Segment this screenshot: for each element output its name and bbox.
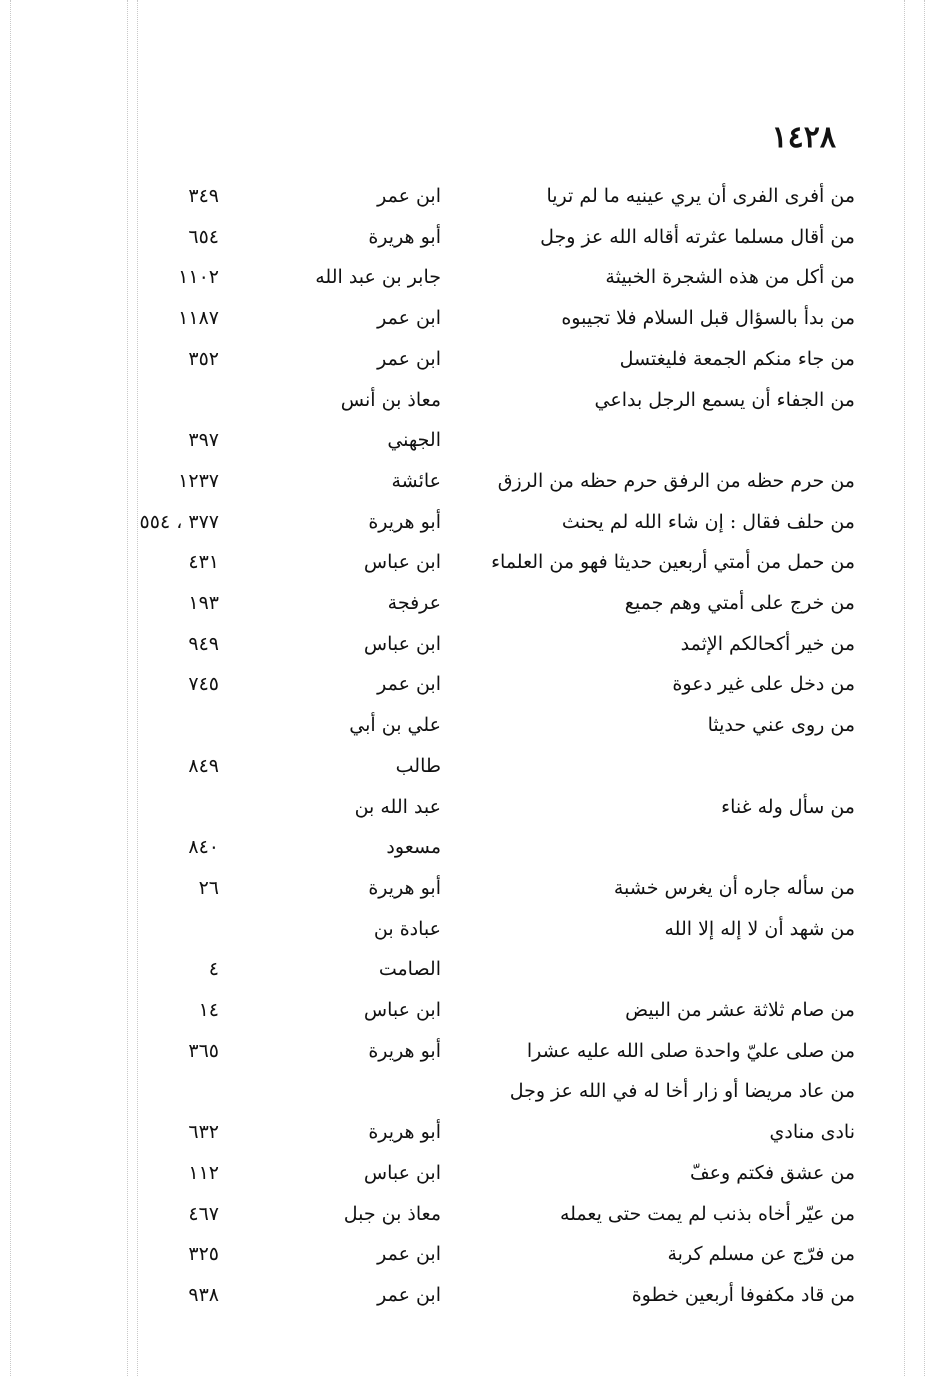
narrator-name: طالب (395, 754, 441, 777)
reference-number: ٤٦٧ (188, 1202, 219, 1225)
narrator-name: أبو هريرة (368, 1039, 441, 1062)
reference-number: ٣٢٥ (188, 1243, 219, 1266)
narrator-name: ابن عمر (377, 185, 441, 207)
index-row (0, 298, 941, 338)
reference-number: ٣٦٥ (188, 1039, 219, 1062)
index-row (0, 502, 941, 542)
narrator-name: ابن عمر (377, 1283, 441, 1306)
hadith-text: من الجفاء أن يسمع الرجل بداعي (594, 388, 855, 411)
reference-number: ٢٦ (198, 876, 219, 899)
index-row (0, 1031, 941, 1071)
index-row (0, 909, 941, 949)
reference-number: ٣٥٢ (188, 347, 219, 370)
narrator-name: ابن عمر (377, 1243, 441, 1266)
reference-number: ١٢٣٧ (178, 469, 219, 492)
narrator-name: أبو هريرة (368, 225, 441, 248)
index-row (0, 1071, 941, 1111)
page-number: ١٤٢٨ (771, 120, 836, 155)
narrator-name: الصامت (378, 958, 441, 981)
hadith-text: من عاد مريضا أو زار أخا له في الله عز وجل (509, 1080, 855, 1103)
narrator-name: جابر بن عبد الله (315, 266, 441, 289)
index-row (0, 380, 941, 420)
index-row (0, 176, 941, 216)
index-row (0, 257, 941, 297)
hadith-text: من قاد مكفوفا أربعين خطوة (631, 1283, 855, 1306)
hadith-text: من خرج على أمتي وهم جميع (624, 592, 855, 614)
index-row (0, 746, 941, 786)
narrator-name: عبادة بن (373, 917, 441, 940)
index-row (0, 949, 941, 989)
reference-number: ٤٣١ (188, 551, 219, 574)
hadith-text: نادى منادي (769, 1121, 855, 1144)
reference-number: ٩٤٩ (188, 632, 219, 655)
hadith-text: من روى عني حديثا (707, 714, 855, 737)
narrator-name: أبو هريرة (368, 510, 441, 533)
narrator-name: عبد الله بن (354, 795, 441, 818)
hadith-text: من خير أكحالكم الإثمد (680, 632, 855, 655)
hadith-text: من أكل من هذه الشجرة الخبيثة (605, 266, 855, 289)
hadith-text: من جاء منكم الجمعة فليغتسل (619, 347, 855, 370)
hadith-text: من عيّر أخاه بذنب لم يمت حتى يعمله (559, 1202, 855, 1225)
index-row (0, 461, 941, 501)
narrator-name: ابن عمر (377, 347, 441, 370)
hadith-text: من أقال مسلما عثرته أقاله الله عز وجل (540, 225, 855, 248)
reference-number: ٤ (208, 958, 219, 981)
hadith-text: من سأله جاره أن يغرس خشبة (613, 876, 855, 899)
reference-number: ٨٤٩ (188, 754, 219, 777)
index-row (0, 1234, 941, 1274)
index-row (0, 1275, 941, 1315)
narrator-name: علي بن أبي (349, 714, 441, 737)
index-row (0, 1112, 941, 1152)
reference-number: ١١٠٢ (178, 266, 219, 289)
reference-number: ١٤ (198, 999, 219, 1021)
reference-number: ٩٣٨ (188, 1283, 219, 1306)
hadith-text: من شهد أن لا إله إلا الله (664, 917, 855, 940)
index-row (0, 1194, 941, 1234)
narrator-name: ابن عباس (363, 632, 441, 655)
index-row (0, 217, 941, 257)
narrator-name: معاذ بن جبل (343, 1202, 441, 1225)
narrator-name: ابن عمر (377, 673, 441, 696)
narrator-name: ابن عباس (363, 551, 441, 574)
hadith-text: من صلى عليّ واحدة صلى الله عليه عشرا (526, 1039, 855, 1062)
reference-number: ١١٢ (188, 1161, 219, 1184)
hadith-text: من حرم حظه من الرفق حرم حظه من الرزق (497, 469, 855, 492)
narrator-name: عائشة (391, 469, 441, 492)
reference-number: ١١٨٧ (178, 307, 219, 330)
narrator-name: ابن عباس (363, 1161, 441, 1184)
reference-number: ٦٣٢ (188, 1121, 219, 1144)
hadith-text: من صام ثلاثة عشر من البيض (625, 999, 855, 1021)
reference-number: ٦٥٤ (188, 225, 219, 248)
reference-number: ٣٧٧ ، ٥٥٤ (139, 510, 219, 533)
index-row (0, 705, 941, 745)
index-row (0, 420, 941, 460)
narrator-name: ابن عباس (363, 999, 441, 1021)
index-row (0, 339, 941, 379)
hadith-text: من بدأ بالسؤال قبل السلام فلا تجيبوه (561, 307, 855, 330)
narrator-name: أبو هريرة (368, 876, 441, 899)
narrator-name: الجهني (387, 429, 441, 452)
index-row (0, 787, 941, 827)
reference-number: ١٩٣ (188, 592, 219, 614)
reference-number: ٣٤٩ (188, 185, 219, 207)
hadith-text: من عشق فكتم وعفّ (689, 1161, 855, 1184)
hadith-text: من فرّج عن مسلم كربة (667, 1243, 855, 1266)
hadith-text: من سأل وله غناء (721, 795, 855, 818)
narrator-name: عرفجة (387, 592, 441, 614)
hadith-text: من حمل من أمتي أربعين حديثا فهو من العلماء (491, 551, 855, 574)
reference-number: ٨٤٠ (188, 836, 219, 859)
narrator-name: أبو هريرة (368, 1121, 441, 1144)
index-row (0, 583, 941, 623)
index-row (0, 990, 941, 1030)
narrator-name: ابن عمر (377, 307, 441, 330)
narrator-name: معاذ بن أنس (340, 388, 441, 411)
narrator-name: مسعود (386, 836, 441, 859)
index-row (0, 542, 941, 582)
hadith-text: من دخل على غير دعوة (672, 673, 855, 696)
hadith-text: من حلف فقال : إن شاء الله لم يحنث (561, 510, 855, 533)
hadith-text: من أفرى الفرى أن يري عينيه ما لم تريا (546, 185, 855, 207)
index-row (0, 868, 941, 908)
index-row (0, 827, 941, 867)
index-row (0, 1153, 941, 1193)
reference-number: ٧٤٥ (188, 673, 219, 696)
reference-number: ٣٩٧ (188, 429, 219, 452)
index-row (0, 624, 941, 664)
index-row (0, 664, 941, 704)
